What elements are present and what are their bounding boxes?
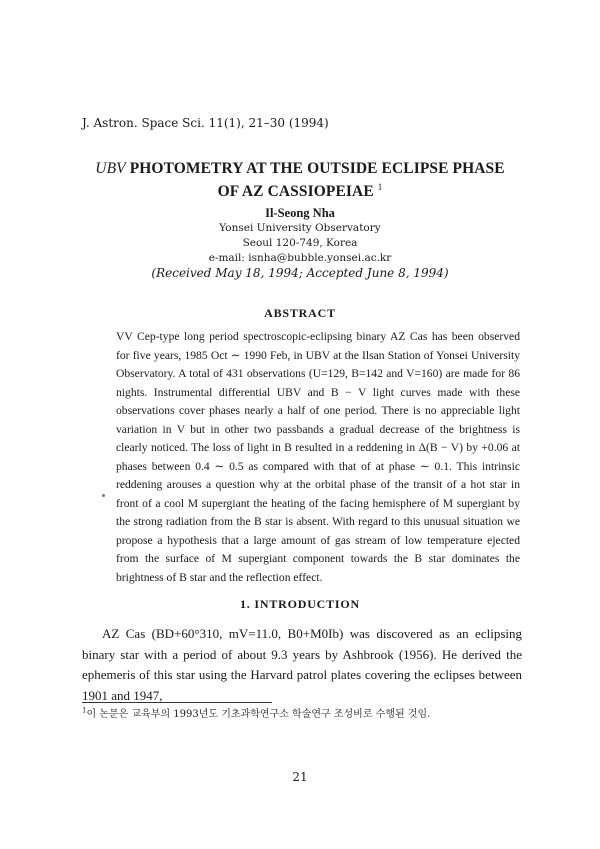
footnote-text: 이 논문은 교육부의 1993년도 기초과학연구소 학술연구 조성비로 수행된 것임. (86, 709, 431, 720)
page-number: 21 (292, 770, 308, 784)
footnote-marker: 1 (82, 706, 87, 715)
abstract-text: VV Cep-type long period spectroscopic-eclipsing binary AZ Cas has been observed for five years, 1985 Oct ∼ 1990 Feb, in UBV at the Ilsan Station of Yonsei University Observatory. A total of 431 observations (U=129, B=142 and V=160) are made for 86 nights. Instrumental differential UBV and B − V light curves made with these observations cover phases nearly a half of one period. There is no appreciable light variation in V but in other two passbands a gradual decrease of the brightness is clearly noticed. The loss of light in B resulted in a reddening in Δ(B − V) by +0.06 at phases between 0.4 ∼ 0.5 as compared with that of at phase ∼ 0.1. This intrinsic reddening arouses a question why at the orbital phase of the transit of a hot star in front of a cool M supergiant the heating of the facing hemisphere of M supergiant by the strong radiation from the B star is absent. With regard to this unusual situation we propose a hypothesis that a large amount of gas stream of low temperature ejected from the surface of M supergiant component towards the B star dominates the brightness of B star and the reflection effect. (116, 330, 520, 584)
footnote (82, 705, 430, 720)
title-footnote-marker: 1 (377, 182, 383, 192)
author-block (0, 205, 600, 266)
received-dates: (Received May 18, 1994; Accepted June 8, 1994) (151, 266, 449, 280)
author-name: Il-Seong Nha (265, 206, 335, 220)
footnote-rule (82, 702, 272, 703)
title-ubv: UBV (95, 160, 126, 177)
section-heading-introduction: 1. INTRODUCTION (239, 597, 360, 611)
author-affiliation: Yonsei University Observatory (219, 222, 381, 234)
scan-speck (102, 494, 105, 497)
author-email: e-mail: isnha@bubble.yonsei.ac.kr (208, 252, 392, 264)
abstract-heading: ABSTRACT (264, 306, 336, 320)
title-line2: OF AZ CASSIOPEIAE (217, 183, 374, 201)
paper-title (0, 160, 600, 201)
introduction-text: AZ Cas (BD+60°310, mV=11.0, B0+M0Ib) was discovered as an eclipsing binary star with a period of about 9.3 years by Ashbrook (1956). He derived the ephemeris of this star using the Harvard patrol plates covering the eclipses between 1901 and 1947, (82, 626, 522, 703)
author-address: Seoul 120-749, Korea (242, 237, 358, 249)
title-line1: PHOTOMETRY AT THE OUTSIDE ECLIPSE PHASE (125, 160, 505, 177)
journal-citation: J. Astron. Space Sci. 11(1), 21–30 (1994) (82, 116, 329, 130)
